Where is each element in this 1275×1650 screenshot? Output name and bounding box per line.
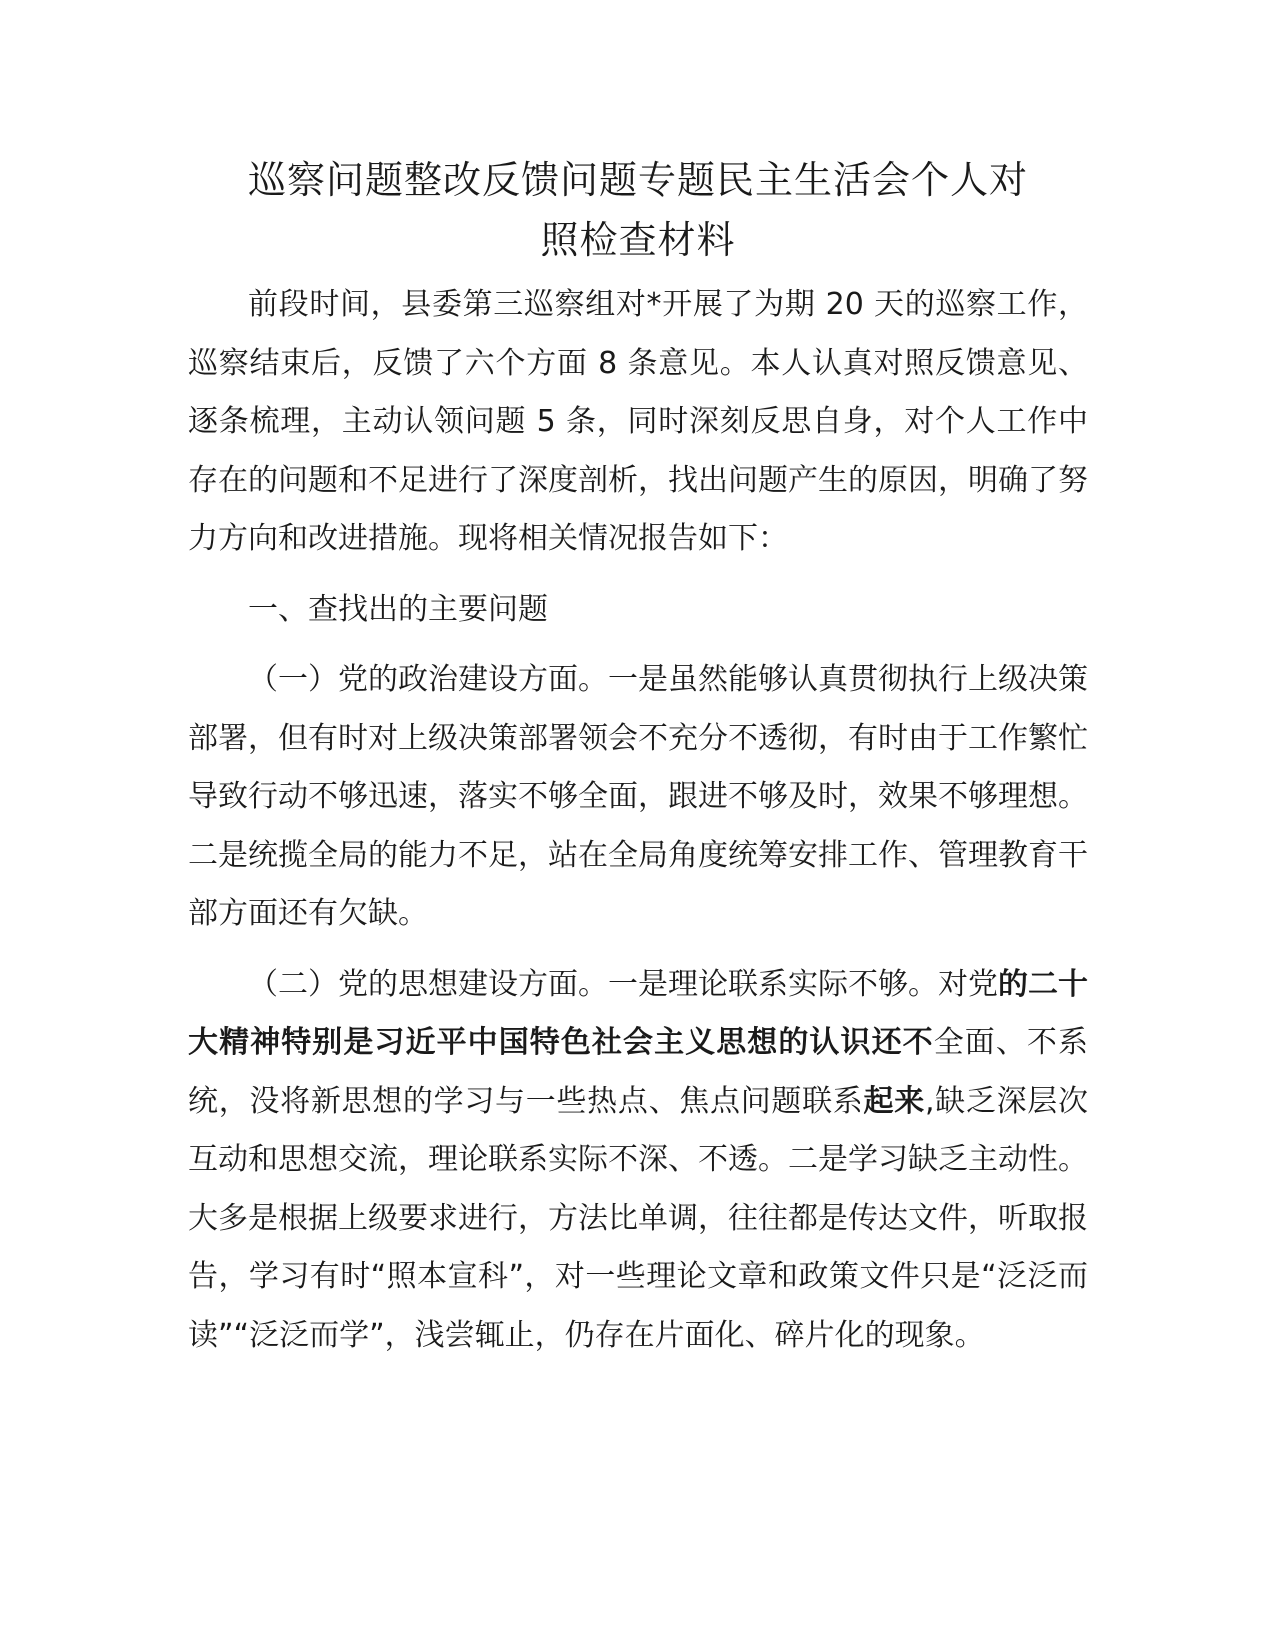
para2-part-c: 全面、不系统，没将新思想的学习与一些热点、焦点问题联系 [188, 1025, 1089, 1119]
political-construction-paragraph: （一）党的政治建设方面。一是虽然能够认真贯彻执行上级决策部署，但有时对上级决策部署领会不充分不透彻，有时由于工作繁忙导致行动不够迅速，落实不够全面，跟进不够及时，效果不够理想。二是统揽全局的能力不足，站在全局角度统筹安排工作、管理教育干部方面还有欠缺。 [188, 662, 1088, 931]
document-body [188, 150, 1088, 1365]
intro-paragraph: 前段时间，县委第三巡察组对*开展了为期 20 天的巡察工作，巡察结束后，反馈了六个方面 8 条意见。本人认真对照反馈意见、逐条梳理，主动认领问题 5 条，同时深刻反思自身，对个人工作中存在的问题和不足进行了深度剖析，找出问题产生的原因，明确了努力方向和改进措施。现将相关情况报告如下： [188, 287, 1088, 556]
para2-part-a: （二）党的思想建设方面。一是理论联系实际不够。对党 [248, 966, 998, 1002]
title-line-1: 巡察问题整改反馈问题专题民主生活会个人对 [247, 158, 1028, 202]
title-line-2: 照检查材料 [540, 218, 736, 262]
document-title [188, 150, 1088, 270]
ideological-construction-paragraph [188, 956, 1088, 1366]
section-1-heading: 一、查找出的主要问题 [248, 591, 548, 627]
para2-part-e: ,缺乏深层次互动和思想交流，理论联系实际不深、不透。二是学习缺乏主动性。大多是根据上级要求进行，方法比单调，往往都是传达文件，听取报告，学习有时“照本宣科”，对一些理论文章和政策文件只是“泛泛而读”“泛泛而学”，浅尝辄止，仍存在片面化、碎片化的现象。 [188, 1083, 1088, 1353]
para2-part-b-bold: 的二十大精神特别是习近平中国特色社会主义思想的认识还不 [188, 966, 1088, 1060]
para2-part-d-bold: 起来 [863, 1083, 925, 1119]
